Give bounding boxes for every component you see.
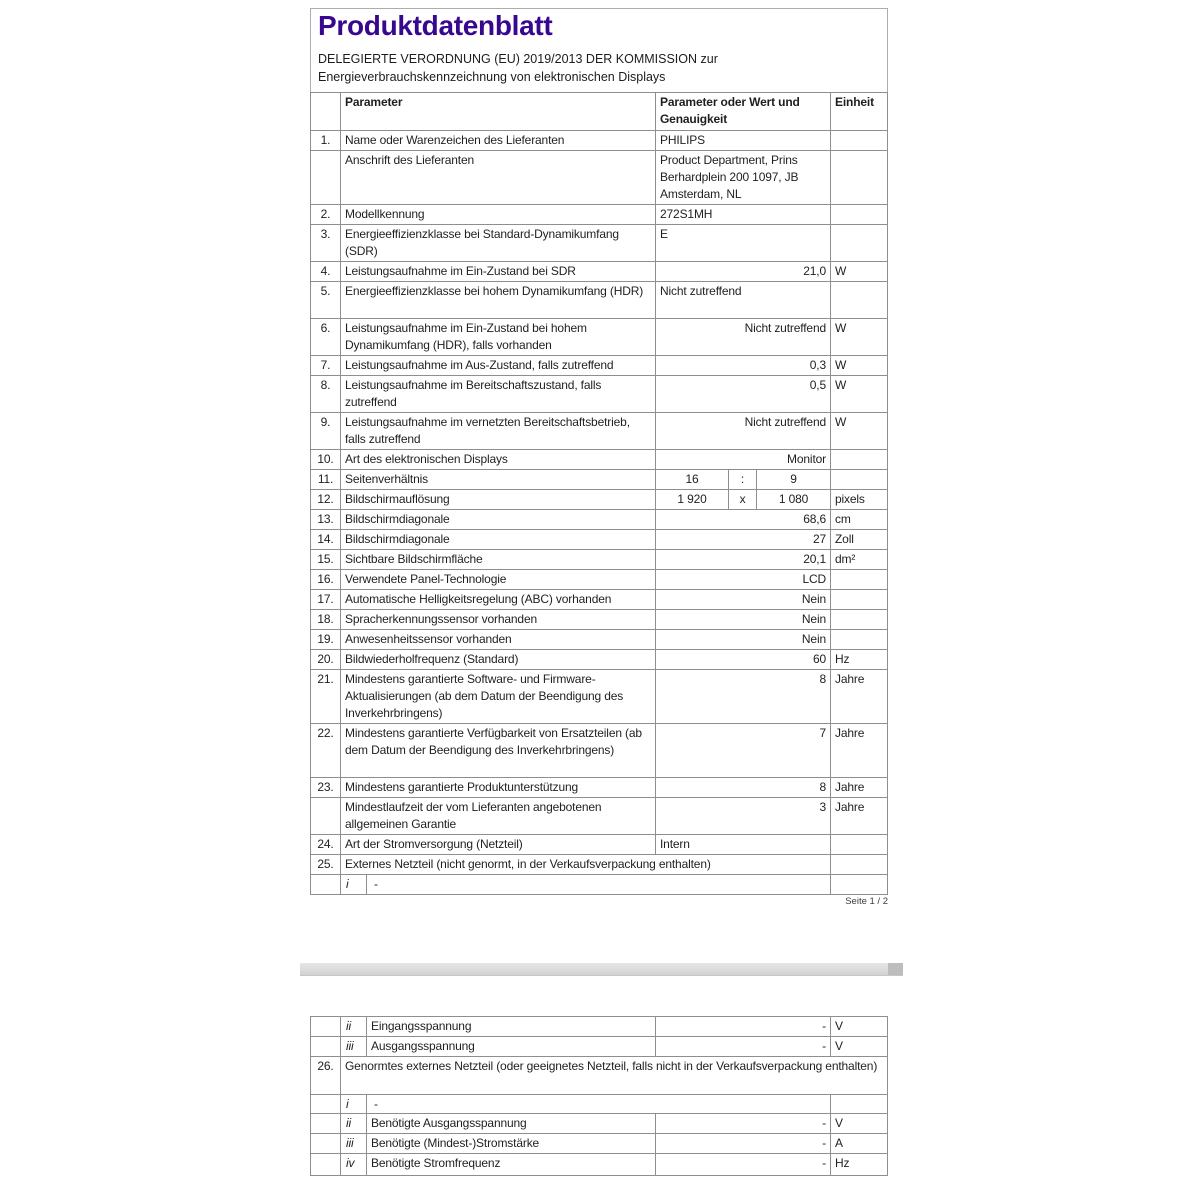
value-cell: 8 [656, 778, 831, 797]
row-number-cell: 24. [311, 835, 341, 854]
table-row [311, 550, 887, 570]
value-header-cell: Parameter oder Wert und Genauigkeit [656, 93, 831, 130]
sub-index-cell: i [341, 1095, 367, 1113]
row-number-cell: 26. [311, 1057, 341, 1094]
row-number-cell: 12. [311, 490, 341, 509]
value-cell: 0,3 [656, 356, 831, 375]
parameter-name-cell: Anschrift des Lieferanten [341, 151, 656, 204]
value-cell: 7 [656, 724, 831, 777]
parameters-table-page1 [310, 92, 888, 895]
parameter-name-cell: Leistungsaufnahme im Ein-Zustand bei SDR [341, 262, 656, 281]
unit-cell [831, 205, 887, 224]
merged-parameter-cell: Genormtes externes Netzteil (oder geeignetes Netzteil, falls nicht in der Verkaufsverpackung enthalten) [345, 1059, 878, 1073]
unit-cell: Zoll [835, 532, 854, 546]
parameter-name-cell: Mindestens garantierte Verfügbarkeit von Ersatzteilen (ab dem Datum der Beendigung des Inverkehrbringens) [341, 724, 656, 777]
unit-cell [831, 630, 887, 649]
sub-index-cell: ii [341, 1017, 367, 1036]
parameter-name-cell: Automatische Helligkeitsregelung (ABC) vorhanden [341, 590, 656, 609]
parameter-name-cell: Modellkennung [341, 205, 656, 224]
table-row [311, 131, 887, 151]
unit-cell: W [835, 378, 847, 392]
table-row [311, 225, 887, 262]
parameter-name-cell: Art des elektronischen Displays [341, 450, 656, 469]
table-row [311, 450, 887, 470]
unit-cell [831, 835, 887, 854]
value-cell: 8 [656, 670, 831, 723]
page-title: Produktdatenblatt [318, 10, 553, 41]
row-number-cell: 19. [311, 630, 341, 649]
parameter-name-cell: Bildschirmdiagonale [341, 530, 656, 549]
parameter-name-cell: Benötigte (Mindest-)Stromstärke [367, 1134, 656, 1153]
row-number-cell [311, 1095, 341, 1113]
value-cell: - [656, 1017, 831, 1036]
unit-cell [831, 855, 887, 874]
table-row [311, 282, 887, 319]
row-number-cell: 11. [311, 470, 341, 489]
sub-index-cell: i [341, 875, 367, 894]
row-number-cell: 1. [311, 131, 341, 150]
unit-cell [831, 875, 887, 894]
value-cell [656, 470, 831, 489]
unit-cell: Jahre [835, 672, 865, 686]
row-number-cell: 17. [311, 590, 341, 609]
table-row [311, 1037, 887, 1057]
unit-cell: pixels [835, 492, 865, 506]
parameter-name-cell: Anwesenheitssensor vorhanden [341, 630, 656, 649]
parameter-name-cell: Bildschirmdiagonale [341, 510, 656, 529]
row-number-cell: 10. [311, 450, 341, 469]
row-number-cell: 14. [311, 530, 341, 549]
table-row [311, 413, 887, 450]
value-part-left-cell: 16 [656, 470, 729, 489]
parameter-name-cell: Leistungsaufnahme im Ein-Zustand bei hohem Dynamikumfang (HDR), falls vorhanden [341, 319, 656, 355]
row-number-cell: 16. [311, 570, 341, 589]
unit-cell: cm [835, 512, 851, 526]
row-number-cell [311, 1017, 341, 1036]
parameter-name-cell: Seitenverhältnis [341, 470, 656, 489]
parameter-name-cell: Verwendete Panel-Technologie [341, 570, 656, 589]
value-cell: - [656, 1134, 831, 1153]
row-number-cell: 6. [311, 319, 341, 355]
parameter-name-cell: Mindestens garantierte Software- und Firmware-Aktualisierungen (ab dem Datum der Beendigung des Inverkehrbringens) [341, 670, 656, 723]
unit-cell: Hz [835, 652, 850, 666]
row-number-cell: 3. [311, 225, 341, 261]
value-separator-cell: : [729, 470, 757, 489]
parameter-name-cell: Art der Stromversorgung (Netzteil) [341, 835, 656, 854]
unit-cell: Jahre [835, 800, 865, 814]
value-part-right-cell: 9 [790, 472, 797, 486]
value-cell: Nein [656, 630, 831, 649]
unit-cell [831, 1095, 887, 1113]
parameter-name-cell: Benötigte Ausgangsspannung [367, 1114, 656, 1133]
value-cell: 21,0 [656, 262, 831, 281]
unit-cell: Hz [835, 1156, 850, 1170]
value-cell: LCD [656, 570, 831, 589]
unit-cell: W [835, 415, 847, 429]
parameter-name-cell: Eingangsspannung [367, 1017, 656, 1036]
value-cell: E [656, 225, 831, 261]
parameter-name-cell: Bildwiederholfrequenz (Standard) [341, 650, 656, 669]
value-cell: - [656, 1037, 831, 1056]
parameter-name-cell: Energieeffizienzklasse bei hohem Dynamikumfang (HDR) [341, 282, 656, 318]
subtitle-line-2: Energieverbrauchskennzeichnung von elektronischen Displays [318, 70, 666, 84]
sub-index-cell: ii [341, 1114, 367, 1133]
table-row [311, 670, 887, 724]
unit-cell [831, 470, 887, 489]
row-number-cell: 4. [311, 262, 341, 281]
unit-header-cell: Einheit [835, 95, 874, 109]
value-cell: Monitor [656, 450, 831, 469]
table-row [311, 151, 887, 205]
value-cell: 68,6 [656, 510, 831, 529]
table-row [311, 376, 887, 413]
unit-cell: V [835, 1039, 843, 1053]
parameter-header-cell: Parameter [341, 93, 656, 130]
row-number-cell [311, 1114, 341, 1133]
value-cell: PHILIPS [656, 131, 831, 150]
value-cell: 20,1 [656, 550, 831, 569]
value-cell: Product Department, Prins Berhardplein 200 1097, JB Amsterdam, NL [656, 151, 831, 204]
separator-end-cap [888, 963, 903, 975]
row-number-cell [311, 798, 341, 834]
unit-cell [831, 590, 887, 609]
merged-parameter-cell: Externes Netzteil (nicht genormt, in der Verkaufsverpackung enthalten) [341, 855, 831, 874]
unit-cell: W [835, 358, 847, 372]
unit-cell [831, 282, 887, 318]
table-row [311, 1134, 887, 1154]
table-row [311, 570, 887, 590]
value-cell [656, 490, 831, 509]
row-number-cell: 20. [311, 650, 341, 669]
table-row [311, 630, 887, 650]
row-number-header-cell [311, 93, 341, 130]
sub-index-cell: iv [341, 1154, 367, 1175]
table-row [311, 490, 887, 510]
table-row [311, 356, 887, 376]
row-number-cell: 2. [311, 205, 341, 224]
table-row [311, 875, 887, 894]
value-cell: 3 [656, 798, 831, 834]
value-cell: Nein [656, 610, 831, 629]
unit-cell [831, 570, 887, 589]
row-number-cell: 22. [311, 724, 341, 777]
parameter-name-cell: Ausgangsspannung [367, 1037, 656, 1056]
value-separator-cell: x [729, 490, 757, 509]
sub-index-cell: iii [341, 1134, 367, 1153]
unit-cell: Jahre [835, 726, 865, 740]
table-row [311, 470, 887, 490]
row-number-cell [311, 875, 341, 894]
page-separator [300, 963, 903, 976]
table-row [311, 610, 887, 630]
table-row [311, 778, 887, 798]
value-cell: - [656, 1114, 831, 1133]
table-row [311, 1114, 887, 1134]
row-number-cell: 7. [311, 356, 341, 375]
row-number-cell: 21. [311, 670, 341, 723]
table-row [311, 530, 887, 550]
table-row [311, 798, 887, 835]
row-number-cell: 18. [311, 610, 341, 629]
subtitle-line-1: DELEGIERTE VERORDNUNG (EU) 2019/2013 DER KOMMISSION zur [318, 52, 718, 66]
value-cell: 272S1MH [656, 205, 831, 224]
table-row [311, 1017, 887, 1037]
unit-cell: W [835, 264, 847, 278]
page-number-footer: Seite 1 / 2 [845, 896, 888, 907]
table-row [311, 1154, 887, 1175]
row-number-cell [311, 1037, 341, 1056]
table-row [311, 835, 887, 855]
row-number-cell: 23. [311, 778, 341, 797]
parameter-name-cell: Leistungsaufnahme im Aus-Zustand, falls zutreffend [341, 356, 656, 375]
unit-cell: V [835, 1116, 843, 1130]
parameter-name-cell: Sichtbare Bildschirmfläche [341, 550, 656, 569]
table-header-row [311, 93, 887, 131]
parameter-name-cell: Benötigte Stromfrequenz [367, 1154, 656, 1175]
unit-cell [831, 131, 887, 150]
value-cell: - [656, 1154, 831, 1175]
table-row [311, 724, 887, 778]
unit-cell [831, 450, 887, 469]
parameter-name-cell: Name oder Warenzeichen des Lieferanten [341, 131, 656, 150]
value-cell: Intern [656, 835, 831, 854]
value-cell: 27 [656, 530, 831, 549]
parameter-name-cell: Mindestlaufzeit der vom Lieferanten angebotenen allgemeinen Garantie [341, 798, 656, 834]
value-cell: Nicht zutreffend [656, 413, 831, 449]
unit-cell [831, 225, 887, 261]
table-row [311, 510, 887, 530]
row-number-cell: 15. [311, 550, 341, 569]
unit-cell [831, 151, 887, 204]
unit-cell: A [835, 1136, 843, 1150]
parameter-name-cell: Bildschirmauflösung [341, 490, 656, 509]
subtitle [318, 50, 718, 86]
table-row [311, 650, 887, 670]
table-row [311, 1095, 887, 1114]
table-row [311, 205, 887, 225]
parameter-name-cell: Mindestens garantierte Produktunterstützung [341, 778, 656, 797]
parameter-name-cell: Leistungsaufnahme im Bereitschaftszustand, falls zutreffend [341, 376, 656, 412]
row-number-cell: 25. [311, 855, 341, 874]
value-cell: Nicht zutreffend [656, 319, 831, 355]
row-number-cell [311, 151, 341, 204]
row-number-cell: 8. [311, 376, 341, 412]
table-row [311, 855, 887, 875]
parameter-name-cell: Energieeffizienzklasse bei Standard-Dynamikumfang (SDR) [341, 225, 656, 261]
table-row [311, 262, 887, 282]
row-number-cell [311, 1154, 341, 1175]
row-number-cell: 13. [311, 510, 341, 529]
unit-cell: W [835, 321, 847, 335]
unit-cell: dm² [835, 552, 856, 566]
value-cell: 0,5 [656, 376, 831, 412]
row-number-cell: 5. [311, 282, 341, 318]
parameter-name-cell: Leistungsaufnahme im vernetzten Bereitschaftsbetrieb, falls zutreffend [341, 413, 656, 449]
sub-index-cell: iii [341, 1037, 367, 1056]
row-number-cell: 9. [311, 413, 341, 449]
merged-value-cell: - [367, 1095, 831, 1113]
value-cell: Nein [656, 590, 831, 609]
table-row [311, 319, 887, 356]
unit-cell: Jahre [835, 780, 865, 794]
value-part-right-cell: 1 080 [778, 492, 809, 506]
unit-cell: V [835, 1019, 843, 1033]
parameters-table-page2 [310, 1016, 888, 1176]
row-number-cell [311, 1134, 341, 1153]
table-row [311, 590, 887, 610]
parameter-name-cell: Spracherkennungssensor vorhanden [341, 610, 656, 629]
value-cell: 60 [656, 650, 831, 669]
unit-cell [831, 610, 887, 629]
merged-value-cell: - [367, 875, 831, 894]
value-cell: Nicht zutreffend [656, 282, 831, 318]
table-row [311, 1057, 887, 1095]
value-part-left-cell: 1 920 [656, 490, 729, 509]
